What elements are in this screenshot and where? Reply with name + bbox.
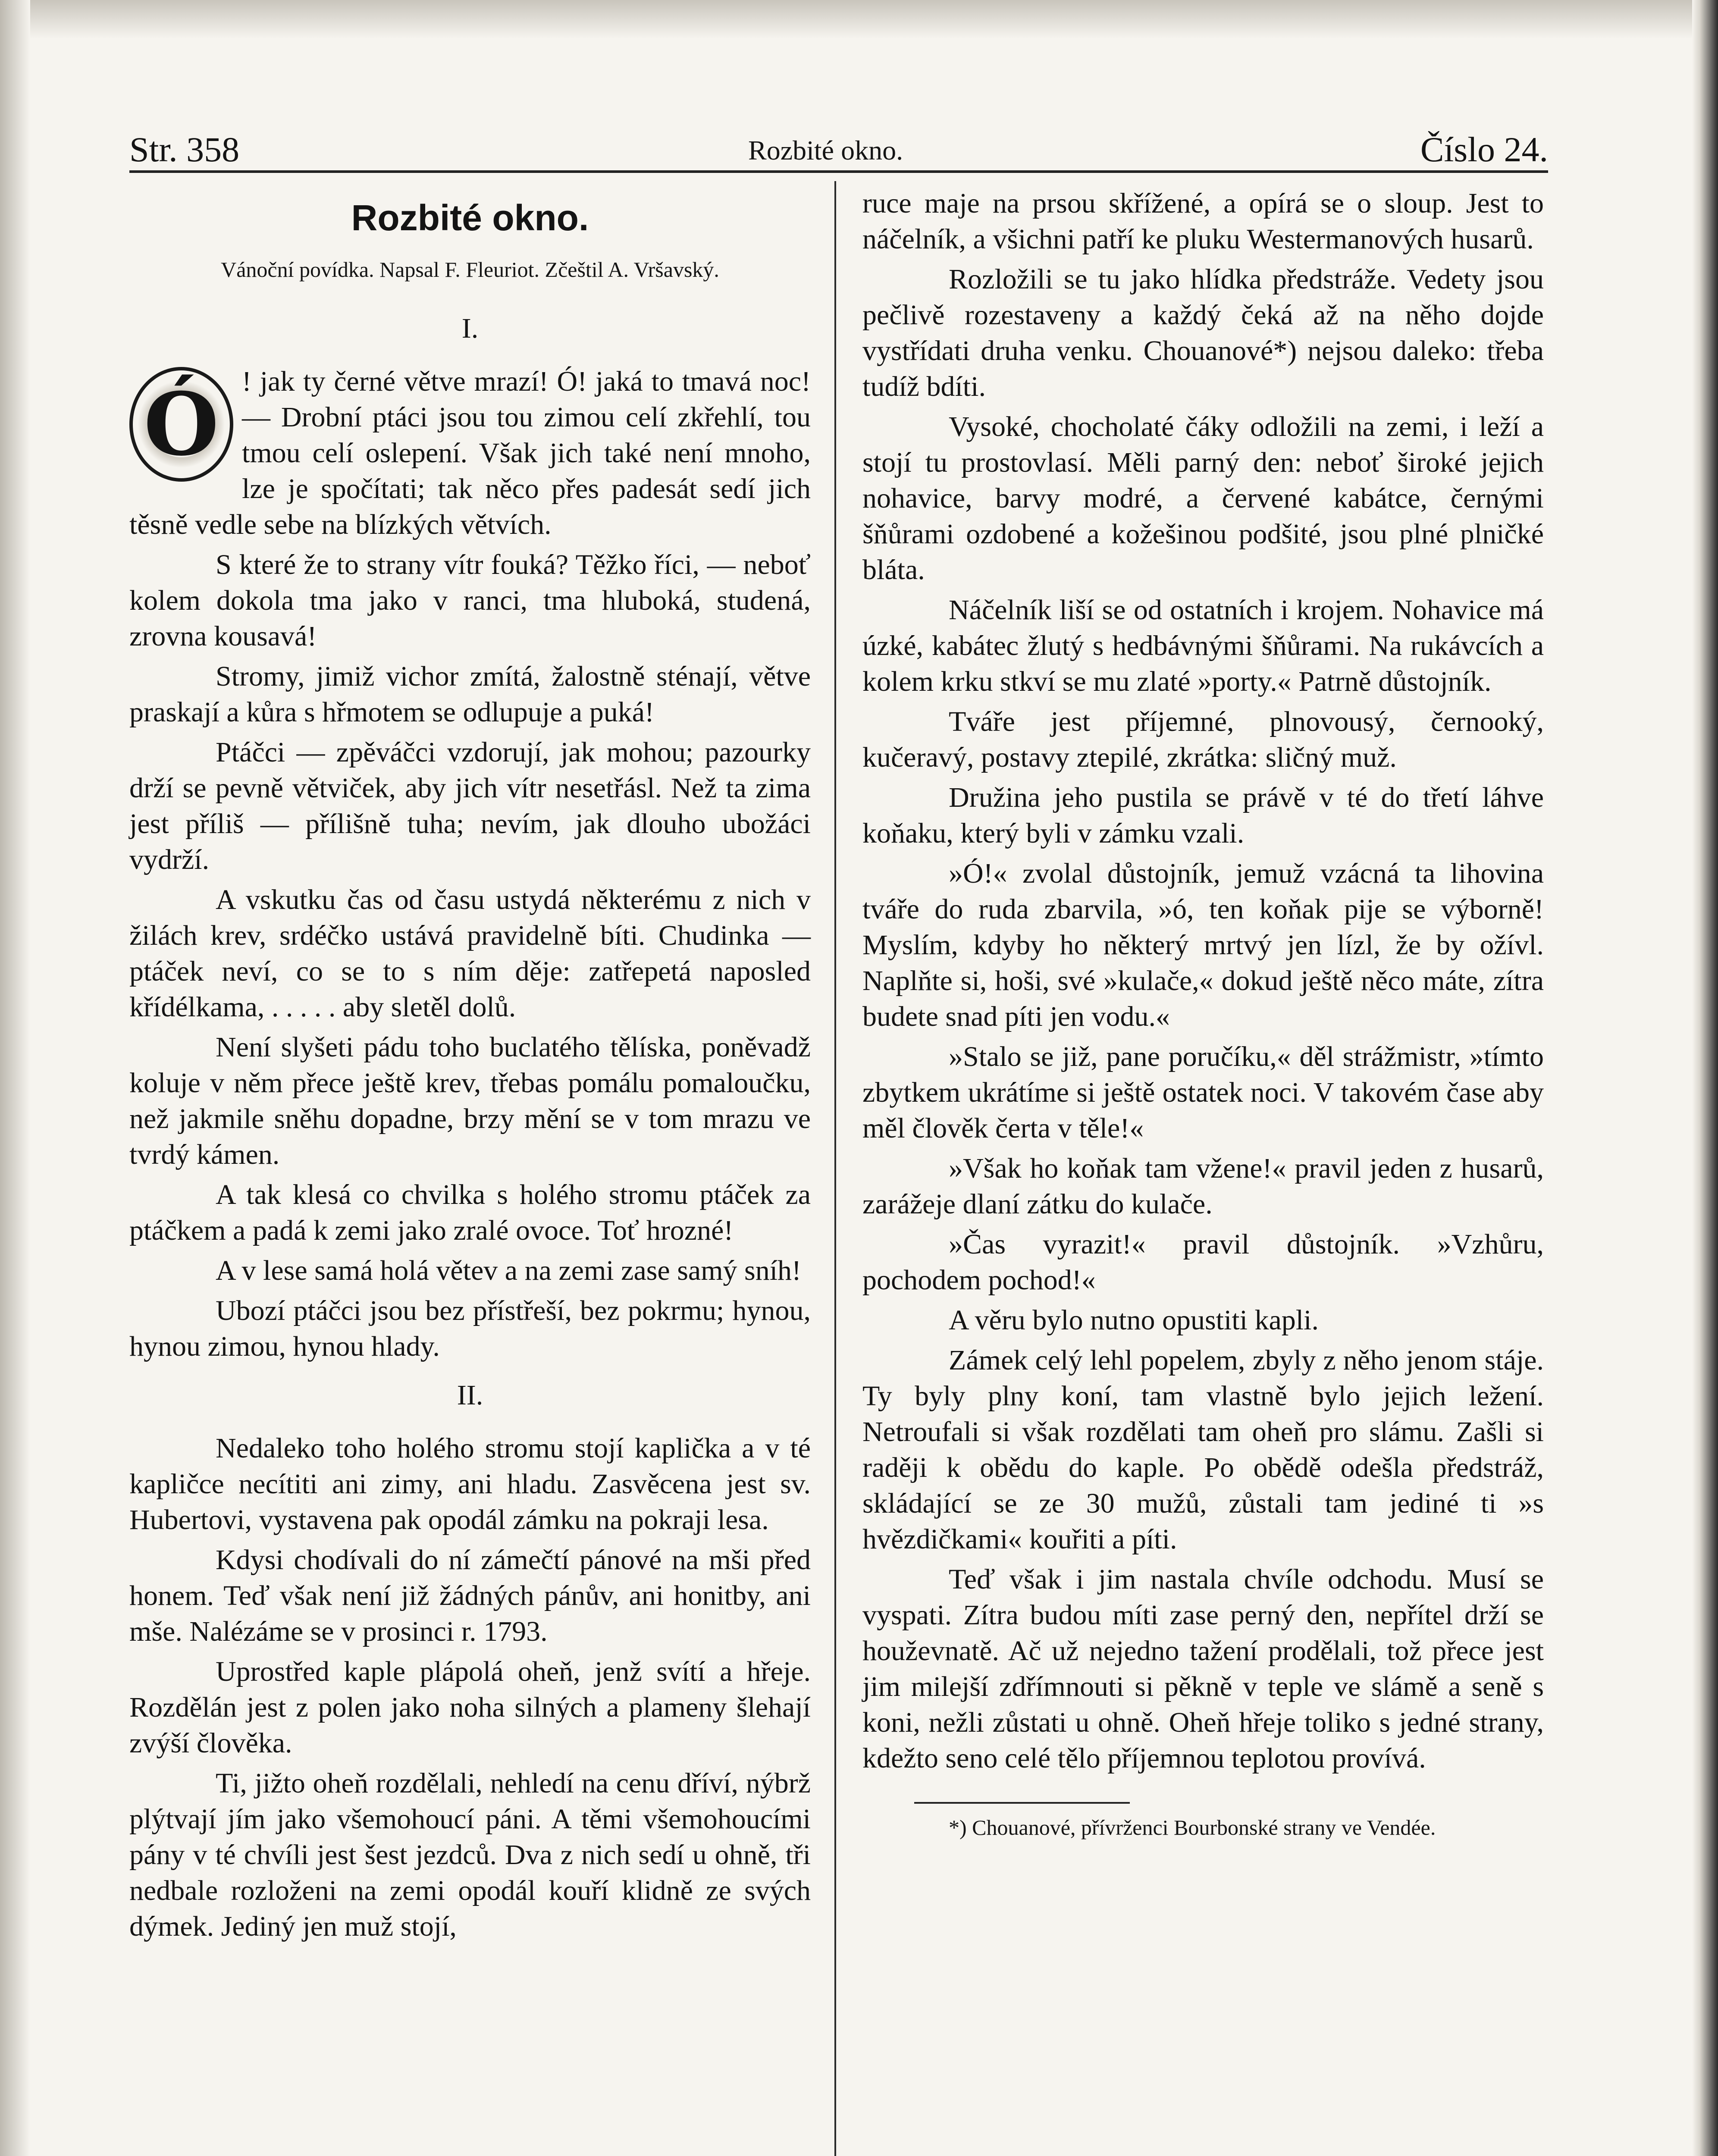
page-header	[129, 129, 1548, 177]
scan-edge-right	[1692, 0, 1718, 2156]
paragraph: Vysoké, chocholaté čáky odložili na zemi, i leží a stojí tu prostovlasí. Měli parný den: neboť široké jejich nohavice, barvy modré, a červené kabátce, černými šňůrami ozdobené a kožešinou podšité, jsou plné plničké bláta.	[862, 411, 1544, 586]
paragraph: A věru bylo nutno opustiti kapli.	[949, 1304, 1319, 1336]
scan-edge-top	[0, 0, 1718, 39]
paragraph: Ubozí ptáčci jsou bez přístřeší, bez pokrmu; hynou, hynou zimou, hynou hlady.	[129, 1295, 811, 1362]
paragraph: Není slyšeti pádu toho buclatého tělíska, poněvadž koluje v něm přece ještě krev, třebas pomálu pomaloučku, než jakmile sněhu dopadne, brzy mění se v tom mrazu ve tvrdý kámen.	[129, 1031, 811, 1170]
header-rule	[129, 170, 1548, 173]
paragraph: »Ó!« zvolal důstojník, jemuž vzácná ta lihovina tváře do ruda zbarvila, »ó, ten koňak pije se výborně! Myslím, kdyby ho některý mrtvý jen lízl, že by ožívl. Naplňte si, hoši, své »kulače,« dokud ještě něco máte, zítra budete snad píti jen vodu.«	[862, 858, 1544, 1032]
paragraph: Ptáčci — zpěváčci vzdorují, jak mohou; pazourky drží se pevně větviček, aby jich vítr nesetřásl. Než ta zima jest příliš — přílišně tuha; nevím, jak dlouho ubožáci vydrží.	[129, 736, 811, 875]
left-column	[129, 185, 811, 2156]
paragraph: Nedaleko toho holého stromu stojí kaplička a v té kapličce necítiti ani zimy, ani hladu. Zasvěcena jest sv. Hubertovi, vystavena pak opodál zámku na pokraji lesa.	[129, 1432, 811, 1536]
paragraph: ruce maje na prsou skřížené, a opírá se o sloup. Jest to náčelník, a všichni patří ke pluku Westermanových husarů.	[862, 188, 1544, 255]
paragraph: »Stalo se již, pane poručíku,« děl strážmistr, »tímto zbytkem ukrátíme si ještě ostatek noci. V takovém čase aby měl člověk čerta v těle!«	[862, 1041, 1544, 1144]
column-divider	[834, 181, 836, 2156]
paragraph: Náčelník liší se od ostatních i krojem. Nohavice má úzké, kabátec žlutý s hedbávnými šňůrami. Na rukávcích a kolem krku stkví se mu zlaté »porty.« Patrně důstojník.	[862, 594, 1544, 697]
right-column	[862, 185, 1544, 2156]
paragraph: Teď však i jim nastala chvíle odchodu. Musí se vyspati. Zítra budou míti zase perný den, nepřítel drží se houževnatě. Ač už nejedno tažení prodělali, tož přece jest jim milejší zdřímnouti si pěkně v teple ve slámě a seně s koni, nežli zůstati u ohně. Oheň hřeje toliko s jedné strany, kdežto seno celé tělo příjemnou teplotou provívá.	[862, 1564, 1544, 1774]
section-heading-2: II.	[457, 1379, 483, 1411]
scan-edge-left	[0, 0, 30, 2156]
article-title: Rozbité okno.	[351, 197, 589, 238]
paragraph: A vskutku čas od času ustydá některému z nich v žilách krev, srdéčko ustává pravidelně bíti. Chudinka — ptáček neví, co se to s ním děje: zatřepetá naposled křídélkama, . . . . . aby sletěl dolů.	[129, 884, 811, 1023]
ornamental-initial: Ó	[129, 367, 233, 482]
paragraph: Kdysi chodívali do ní zámečtí pánové na mši před honem. Teď však není již žádných pánův, ani honitby, ani mše. Nalézáme se v prosinci r. 1793.	[129, 1544, 811, 1647]
paragraph: Ó ! jak ty černé větve mrazí! Ó! jaká to tmavá noc! — Drobní ptáci jsou tou zimou celí zkřehlí, tou tmou celí oslepení. Však jich také není mnoho, lze je spočítati; tak něco přes padesát sedí jich těsně vedle sebe na blízkých větvích.	[129, 366, 811, 540]
paragraph: Tváře jest příjemné, plnovousý, černooký, kučeravý, postavy ztepilé, zkrátka: sličný muž.	[862, 706, 1544, 773]
paragraph: Zámek celý lehl popelem, zbyly z něho jenom stáje. Ty byly plny koní, tam vlastně bylo jejich ležení. Netroufali si však rozdělati tam oheň pro slámu. Zašli si raději k obědu do kaple. Po obědě odešla předstráž, skládající se ze 30 mužů, zůstali tam jediné ti »s hvězdičkami« kouřiti a píti.	[862, 1344, 1544, 1555]
paragraph: A tak klesá co chvilka s holého stromu ptáček za ptáčkem a padá k zemi jako zralé ovoce. Toť hrozné!	[129, 1179, 811, 1246]
issue-number: Číslo 24.	[1420, 130, 1548, 169]
paragraph: Stromy, jimiž vichor zmítá, žalostně sténají, větve praskají a kůra s hřmotem se odlupuje a puká!	[129, 661, 811, 728]
section-heading-1: I.	[461, 313, 479, 344]
paragraph: Rozložili se tu jako hlídka předstráže. Vedety jsou pečlivě rozestaveny a každý čeká až na něho dojde vystřídati druha venku. Chouanové*) nejsou daleko: třeba tudíž bdíti.	[862, 263, 1544, 402]
page-number: Str. 358	[129, 130, 240, 169]
paragraph: S které že to strany vítr fouká? Těžko říci, — neboť kolem dokola tma jako v ranci, tma hluboká, studená, zrovna kousavá!	[129, 549, 811, 652]
paragraph: A v lese samá holá větev a na zemi zase samý sníh!	[216, 1255, 802, 1286]
footnote: *) Chouanové, přívrženci Bourbonské strany ve Vendée.	[949, 1815, 1436, 1839]
footnote-rule	[914, 1802, 1130, 1804]
paragraph: Družina jeho pustila se právě v té do třetí láhve koňaku, který byli v zámku vzali.	[862, 782, 1544, 849]
paragraph: »Však ho koňak tam vžene!« pravil jeden z husarů, zarážeje dlaní zátku do kulače.	[862, 1153, 1544, 1220]
paragraph: Ti, jižto oheň rozdělali, nehledí na cenu dříví, nýbrž plýtvají jím jako všemohoucí páni. A těmi všemohoucími pány v té chvíli jest šest jezdců. Dva z nich sedí u ohně, tři nedbale rozloženi na zemi opodál kouří klidně ze svých dýmek. Jediný jen muž stojí,	[129, 1767, 811, 1942]
running-title: Rozbité okno.	[748, 135, 903, 166]
paragraph: »Čas vyrazit!« pravil důstojník. »Vzhůru, pochodem pochod!«	[862, 1228, 1544, 1296]
article-subtitle: Vánoční povídka. Napsal F. Fleuriot. Zčeštil A. Vršavský.	[221, 257, 719, 282]
paragraph: Uprostřed kaple plápolá oheň, jenž svítí a hřeje. Rozdělán jest z polen jako noha silných a plameny šlehají zvýší člověka.	[129, 1656, 811, 1759]
